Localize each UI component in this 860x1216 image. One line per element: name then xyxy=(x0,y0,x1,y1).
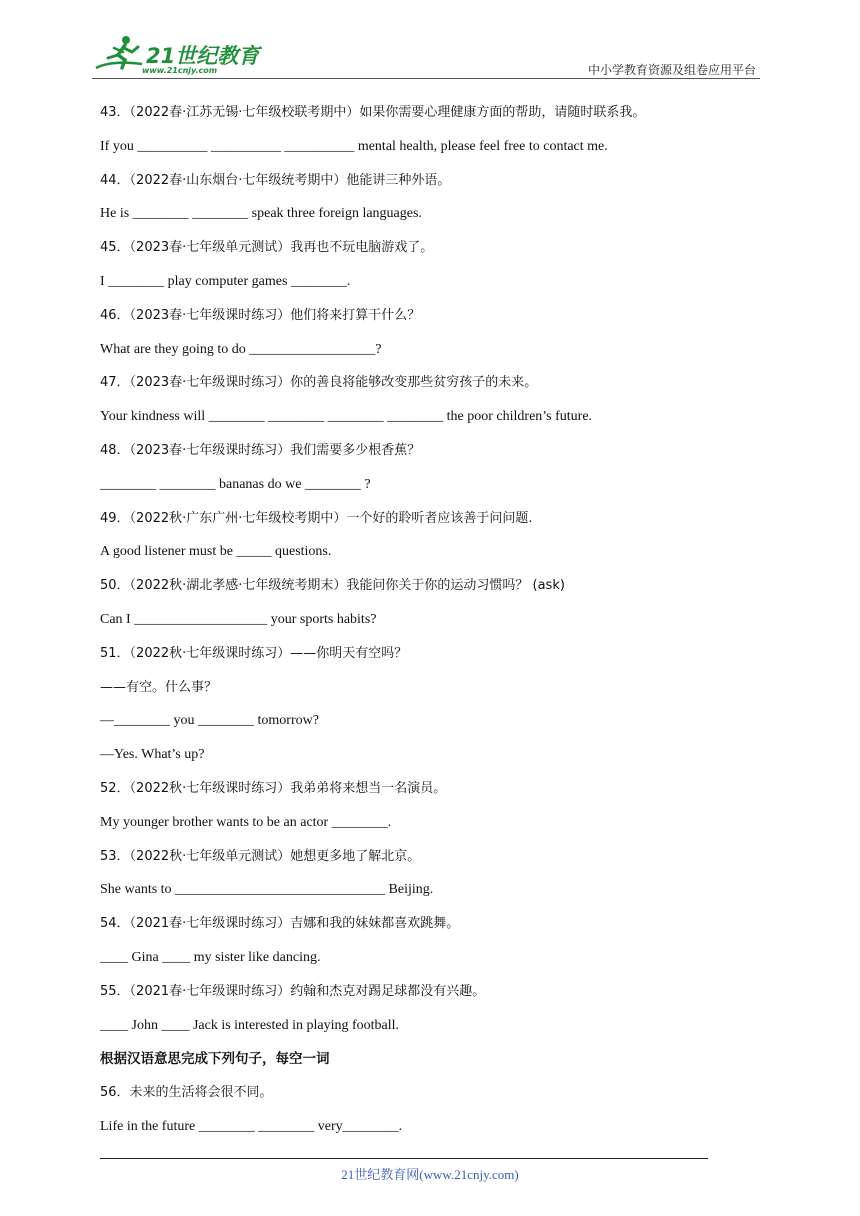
question-56-answer-line: Life in the future ________ ________ very________. xyxy=(100,1118,403,1134)
question-44-answer-line: He is ________ ________ speak three foreign languages. xyxy=(100,206,422,222)
header-platform-label: 中小学教育资源及组卷应用平台 xyxy=(587,63,756,77)
question-48-prompt: 48．（2023春·七年级课时练习）我们需要多少根香蕉？ xyxy=(100,442,421,458)
header-divider xyxy=(92,78,760,79)
question-54-prompt: 54．（2021春·七年级课时练习）吉娜和我的妹妹都喜欢跳舞。 xyxy=(100,916,460,932)
question-55-prompt: 55．（2021春·七年级课时练习）约翰和杰克对踢足球都没有兴趣。 xyxy=(100,983,486,999)
question-52-prompt: 52．（2022秋·七年级课时练习）我弟弟将来想当一名演员。 xyxy=(100,780,447,796)
question-43-prompt: 43．（2022春·江苏无锡·七年级校联考期中）如果你需要心理健康方面的帮助，请随时联系我。 xyxy=(100,105,646,120)
page-header xyxy=(92,30,760,80)
question-48-answer-line: ________ ________ bananas do we ________ ? xyxy=(100,476,371,492)
question-44-prompt: 44．（2022春·山东烟台·七年级统考期中）他能讲三种外语。 xyxy=(100,172,451,188)
question-51-prompt: 51．（2022秋·七年级课时练习）——你明天有空吗？ xyxy=(100,645,408,661)
logo-text: 21世纪教育 xyxy=(146,44,260,68)
question-47-prompt: 47．（2023春·七年级课时练习）你的善良将能够改变那些贫穷孩子的未来。 xyxy=(100,375,538,391)
runner-logo-icon xyxy=(92,34,148,76)
question-52-answer-line: My younger brother wants to be an actor ________. xyxy=(100,814,392,830)
question-56-prompt: 56．未来的生活将会很不同。 xyxy=(100,1085,273,1101)
question-45-answer-line: I ________ play computer games ________. xyxy=(100,273,351,289)
question-49-answer-line: A good listener must be _____ questions. xyxy=(100,544,332,560)
question-51-answer-line: —________ you ________ tomorrow? xyxy=(100,713,319,729)
section-heading: 根据汉语意思完成下列句子，每空一词 xyxy=(100,1051,330,1068)
logo-url: www.21cnjy.com xyxy=(142,66,218,75)
question-50-prompt: 50．（2022秋·湖北孝感·七年级统考期末）我能问你关于你的运动习惯吗？ (ask) xyxy=(100,578,565,594)
question-51-answer-reply: —Yes. What’s up? xyxy=(100,747,205,763)
question-46-prompt: 46．（2023春·七年级课时练习）他们将来打算干什么？ xyxy=(100,307,421,323)
site-logo xyxy=(92,34,272,76)
question-50-answer-line: Can I ___________________ your sports habits? xyxy=(100,611,377,627)
question-49-prompt: 49．（2022秋·广东广州·七年级校考期中）一个好的聆听者应该善于问问题. xyxy=(100,510,533,526)
question-list xyxy=(100,103,770,1151)
question-53-answer-line: She wants to ______________________________ Beijing. xyxy=(100,882,434,898)
question-54-answer-line: ____ Gina ____ my sister like dancing. xyxy=(100,949,321,965)
question-46-answer-line: What are they going to do __________________? xyxy=(100,341,382,357)
question-47-answer-line: Your kindness will ________ ________ ________ ________ the poor children’s future. xyxy=(100,409,593,425)
question-53-prompt: 53．（2022秋·七年级单元测试）她想更多地了解北京。 xyxy=(100,848,421,864)
footer-divider xyxy=(100,1158,708,1159)
question-45-prompt: 45．（2023春·七年级单元测试）我再也不玩电脑游戏了。 xyxy=(100,240,434,256)
footer-link[interactable]: 21世纪教育网(www.21cnjy.com) xyxy=(341,1167,519,1182)
question-43-answer-line: If you __________ __________ __________ mental health, please feel free to contact me. xyxy=(100,138,608,154)
question-55-answer-line: ____ John ____ Jack is interested in playing football. xyxy=(100,1017,400,1033)
question-51-prompt-reply: ——有空。什么事？ xyxy=(100,679,218,695)
